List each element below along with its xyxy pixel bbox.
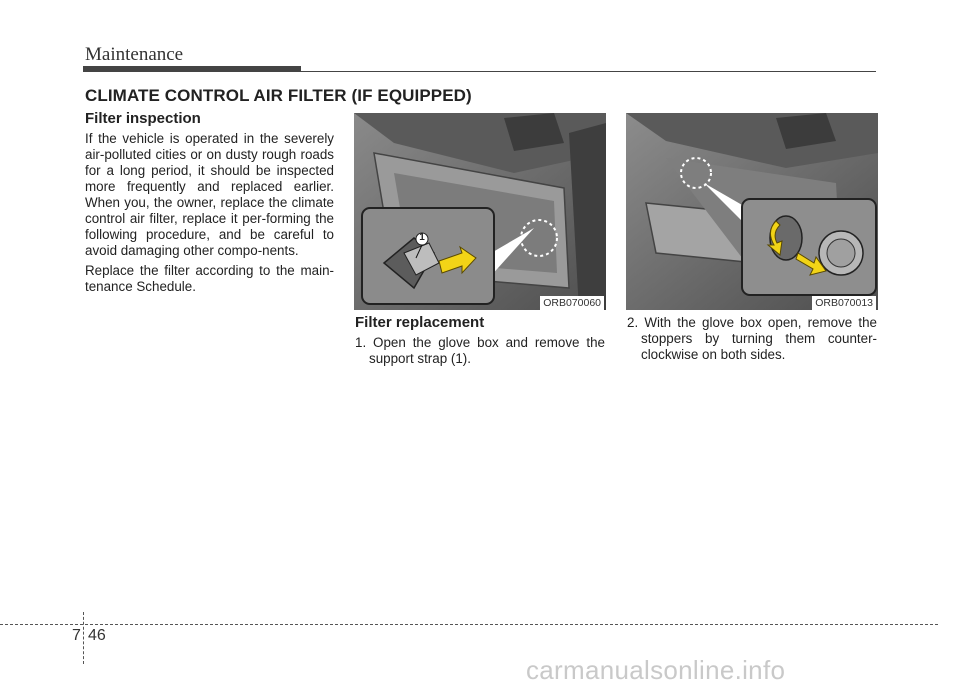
replacement-column-right: [627, 315, 877, 363]
callout-number: 1: [419, 232, 425, 243]
glove-box-stoppers-illustration: [626, 113, 878, 310]
inspection-column: [85, 111, 334, 295]
header-rule-thin: [301, 71, 876, 72]
footer-rule: [0, 624, 938, 625]
figure2-caption: ORB070013: [812, 296, 876, 310]
figure-glove-box-stoppers: [626, 113, 878, 310]
chapter-number: 7: [72, 627, 81, 644]
replacement-step-2: 2. With the glove box open, remove the stoppers by turning them counter-clockwise on both sides.: [627, 315, 877, 362]
section-title: CLIMATE CONTROL AIR FILTER (IF EQUIPPED): [85, 86, 472, 105]
header-title: Maintenance: [85, 44, 184, 65]
inspection-paragraph-2: Replace the filter according to the main-tenance Schedule.: [85, 263, 334, 294]
glove-box-strap-illustration: [354, 113, 606, 310]
page-number: 46: [88, 627, 106, 644]
figure-glove-box-strap: [354, 113, 606, 310]
watermark: carmanualsonline.info: [526, 655, 786, 685]
header-rule-thick: [83, 66, 301, 72]
replacement-column: [355, 315, 605, 367]
inspection-heading: Filter inspection: [85, 110, 201, 127]
inspection-paragraph-1: If the vehicle is operated in the severely air-polluted cities or on dusty rough roads for a long period, it should be inspected more frequently and replaced earlier. When you, the owner, replace the climate control air filter, replace it per-forming the following procedure, and be careful to avoid damaging other compo-nents.: [85, 131, 334, 258]
replacement-step-1: 1. Open the glove box and remove the support strap (1).: [355, 335, 605, 366]
replacement-heading: Filter replacement: [355, 314, 485, 331]
footer-divider: [83, 612, 84, 664]
figure1-caption: ORB070060: [540, 296, 604, 310]
